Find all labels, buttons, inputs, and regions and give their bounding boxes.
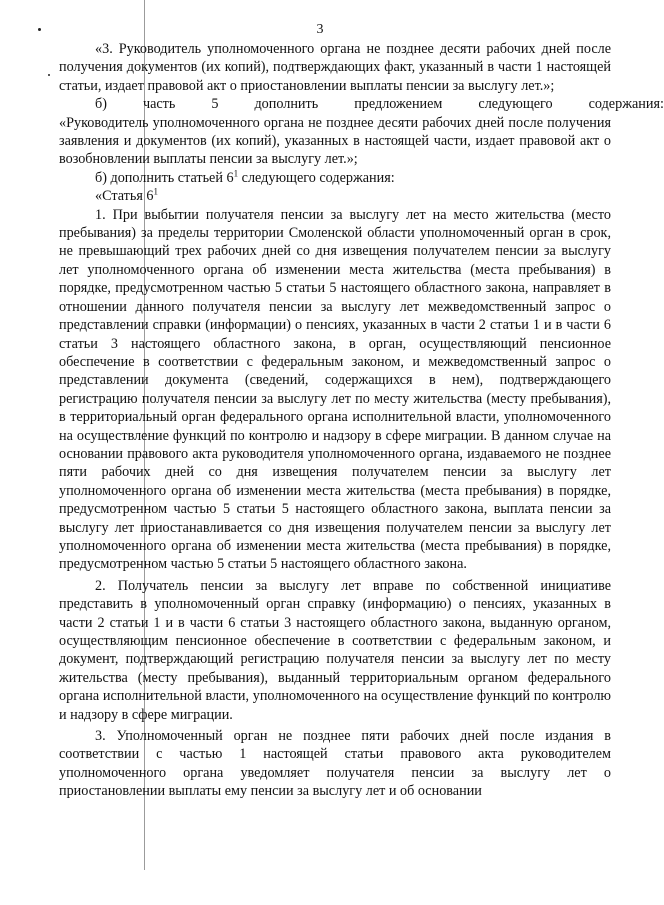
- paragraph: «3. Руководитель уполномоченного органа не позднее десяти рабочих дней после получения документов (их копий), подтверждающих факт, указанный в части 1 настоящей статьи, издает правовой акт о приостановлении выплаты пенсии за выслугу лет.»;: [59, 41, 611, 94]
- word: предложением: [354, 96, 443, 113]
- paragraph: 1. При выбытии получателя пенсии за выслугу лет на место жительства (место пребывания) за пределы территории Смоленской области уполномоченный орган в срок, не превышающий трех рабочих дней со дня извещения получателем пенсии за выслугу лет уполномоченного органа об изменении места жительства (места пребывания) в порядке, предусмотренном частью 5 статьи 5 настоящего областного закона, направляет в отношении данного получателя пенсии за выслугу лет межведомственный запрос о представлении справки (информации) о пенсиях, указанных в части 2 статьи 1 и в части 6 статьи 3 настоящего областного закона, в орган, осуществляющий пенсионное обеспечение в соответствии с федеральным законом, и межведомственный запрос о представлении документа (сведений, содержащихся в нем), подтверждающего регистрацию получателя пенсии за выслугу лет по месту жительства (месту пребывания), в территориальный орган федерального органа исполнительной власти, уполномоченного на осуществление функций по контролю и надзору в сфере миграции. В данном случае на основании правового акта руководителя уполномоченного органа, издаваемого не позднее пяти рабочих дней со дня извещения получателем пенсии за выслугу лет уполномоченного органа об изменении места жительства (места пребывания) в порядке, предусмотренном частью 5 статьи 5 настоящего областного закона, выплата пенсии за выслугу лет приостанавливается со дня извещения получателем пенсии за выслугу лет уполномоченного органа об изменении места жительства (места пребывания) в порядке, предусмотренном частью 5 статьи 5 настоящего областного закона.: [59, 206, 611, 573]
- paragraph-continuation: «Руководитель уполномоченного органа не позднее десяти рабочих дней после получения заявления и документов (их копий), указанных в настоящей части, издает правовой акт о возобновлении выплаты пенсии за выслугу лет.»;: [59, 114, 611, 168]
- word: часть: [142, 96, 176, 113]
- text: б) дополнить статьей 6: [95, 169, 234, 186]
- text: «Статья 6: [95, 188, 154, 205]
- word: 5: [211, 96, 219, 113]
- superscript: 1: [153, 186, 159, 197]
- superscript: 1: [233, 168, 239, 179]
- scan-speck: [48, 74, 50, 76]
- paragraph: 2. Получатель пенсии за выслугу лет вправе по собственной инициативе представить в уполномоченный орган справку (информацию) о пенсиях, указанных в части 2 статьи 1 и в части 6 статьи 3 настоящего областного закона, выданную органом, осуществляющим пенсионное обеспечение в соответствии с федеральным законом, и документ, подтверждающий регистрацию получателя пенсии за выслугу лет по месту жительства (месту пребывания), выданный территориальным органом федерального органа исполнительной власти, уполномоченного на осуществление функций по контролю и надзору в сфере миграции.: [59, 577, 611, 723]
- text: следующего содержания:: [238, 169, 395, 186]
- word: б): [95, 96, 107, 113]
- article-heading: [59, 187, 611, 205]
- word: дополнить: [254, 96, 319, 113]
- justified-line: [59, 95, 664, 113]
- paragraph-amendment-6: [59, 169, 611, 187]
- page-number: 3: [316, 22, 324, 37]
- paragraph-amendment-b: [59, 95, 664, 113]
- document-body: [59, 40, 664, 801]
- word: следующего: [478, 96, 553, 113]
- paragraph: 3. Уполномоченный орган не позднее пяти рабочих дней после издания в соответствии с частью 1 настоящей статьи правового акта руководителем уполномоченного органа уведомляет получателя пенсии за выслугу лет о приостановлении выплаты ему пенсии за выслугу лет и об основании: [59, 728, 611, 800]
- word: содержания:: [588, 96, 664, 113]
